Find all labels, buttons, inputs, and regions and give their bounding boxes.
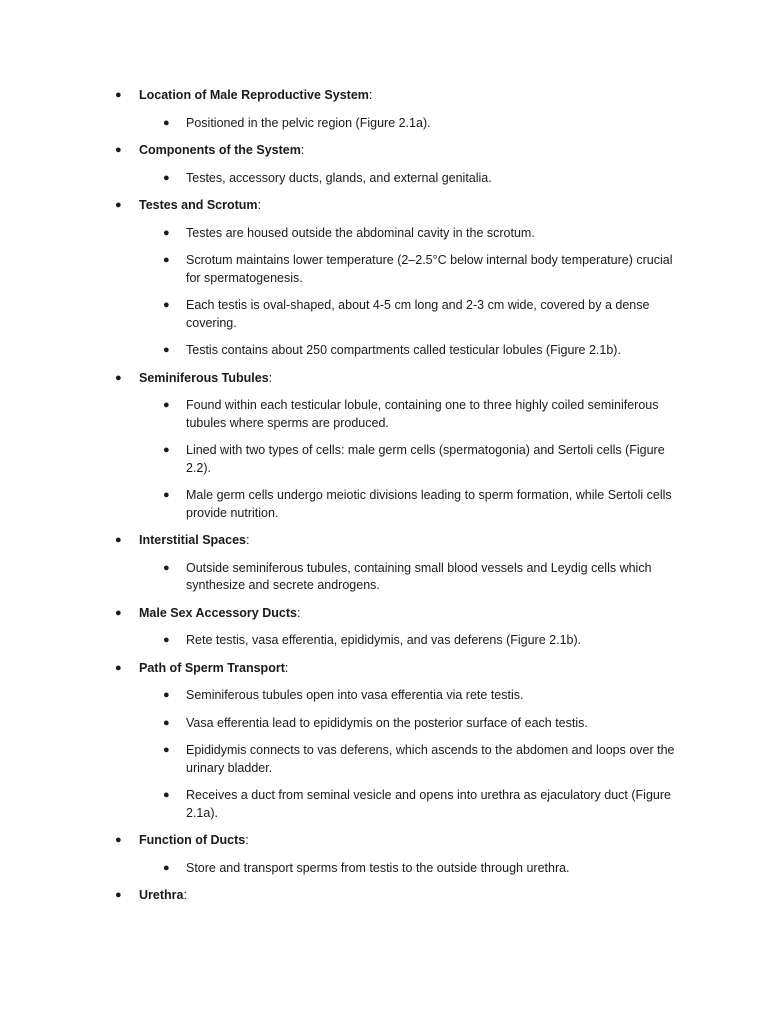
- list-item-text: Male germ cells undergo meiotic divisions leading to sperm formation, while Sertoli cells provide nutrition.: [186, 488, 672, 520]
- sub-list: [139, 397, 768, 522]
- sub-list: [139, 560, 768, 595]
- list-item-text: Found within each testicular lobule, containing one to three highly coiled seminiferous tubules where sperms are produced.: [186, 398, 659, 430]
- section-heading-colon: :: [245, 833, 249, 847]
- bullet-icon: ●: [115, 834, 122, 846]
- list-item-text: Testes are housed outside the abdominal cavity in the scrotum.: [186, 225, 535, 240]
- bullet-icon: ●: [163, 171, 170, 184]
- list-item: [139, 342, 684, 360]
- list-item-text: Vasa efferentia lead to epididymis on the posterior surface of each testis.: [186, 715, 588, 730]
- document-page: [0, 87, 768, 915]
- sub-list: [139, 860, 768, 878]
- list-item: [139, 632, 684, 650]
- bullet-icon: ●: [163, 744, 170, 756]
- section-heading-colon: :: [257, 198, 262, 212]
- bullet-icon: ●: [163, 634, 170, 646]
- bullet-icon: ●: [115, 89, 122, 101]
- list-item: [139, 397, 684, 432]
- bullet-icon: ●: [163, 299, 170, 311]
- section-item: [0, 87, 768, 132]
- list-item-text: Outside seminiferous tubules, containing small blood vessels and Leydig cells which synthesize and secrete androgens.: [186, 560, 652, 592]
- section-heading: Seminiferous Tubules: [139, 370, 269, 385]
- bullet-icon: ●: [163, 716, 170, 729]
- list-item: [139, 715, 684, 733]
- bullet-icon: ●: [115, 199, 122, 211]
- bullet-icon: ●: [163, 689, 170, 701]
- bullet-icon: ●: [115, 534, 122, 546]
- sub-list: [139, 170, 768, 188]
- section-item: [0, 142, 768, 187]
- list-item: [139, 442, 684, 477]
- bullet-icon: ●: [115, 371, 122, 384]
- list-item-text: Testis contains about 250 compartments called testicular lobules (Figure 2.1b).: [186, 343, 621, 357]
- bullet-icon: ●: [163, 226, 170, 239]
- section-list: [0, 87, 768, 905]
- list-item-text: Each testis is oval-shaped, about 4-5 cm long and 2-3 cm wide, covered by a dense covering.: [186, 298, 650, 330]
- bullet-icon: ●: [163, 344, 170, 356]
- list-item-text: Seminiferous tubules open into vasa efferentia via rete testis.: [186, 688, 524, 702]
- list-item-text: Lined with two types of cells: male germ cells (spermatogonia) and Sertoli cells (Figure 2.2).: [186, 443, 665, 475]
- list-item: [139, 225, 684, 243]
- bullet-icon: ●: [163, 399, 170, 411]
- list-item-text: Receives a duct from seminal vesicle and opens into urethra as ejaculatory duct (Figure 2.1a).: [186, 788, 671, 820]
- section-item: [0, 605, 768, 650]
- list-item-text: Rete testis, vasa efferentia, epididymis, and vas deferens (Figure 2.1b).: [186, 633, 582, 647]
- list-item-text: Store and transport sperms from testis to the outside through urethra.: [186, 860, 570, 875]
- bullet-icon: ●: [115, 661, 122, 674]
- list-item: [139, 252, 684, 287]
- section-heading-colon: :: [268, 370, 273, 385]
- section-heading: Male Sex Accessory Ducts: [139, 605, 297, 620]
- list-item: [139, 115, 684, 133]
- section-heading: Interstitial Spaces: [139, 533, 246, 547]
- section-heading: Function of Ducts: [139, 833, 246, 847]
- bullet-icon: ●: [163, 561, 170, 574]
- sub-list: [139, 687, 768, 822]
- section-heading: Path of Sperm Transport: [139, 660, 285, 675]
- list-item-text: Scrotum maintains lower temperature (2–2.5°C below internal body temperature) crucial for spermatogenesis.: [186, 253, 673, 285]
- bullet-icon: ●: [163, 444, 170, 456]
- section-heading-colon: :: [368, 88, 373, 102]
- list-item-text: Epididymis connects to vas deferens, which ascends to the abdomen and loops over the urinary bladder.: [186, 743, 675, 775]
- bullet-icon: ●: [163, 489, 170, 501]
- section-item: [0, 832, 768, 877]
- section-heading-colon: :: [300, 143, 305, 157]
- list-item: [139, 487, 684, 522]
- sub-list: [139, 632, 768, 650]
- list-item: [139, 860, 684, 878]
- list-item: [139, 687, 684, 705]
- bullet-icon: ●: [163, 861, 170, 874]
- section-heading-colon: :: [284, 660, 289, 675]
- sub-list: [139, 225, 768, 360]
- section-heading: Urethra: [139, 888, 184, 902]
- section-heading-colon: :: [246, 533, 250, 547]
- bullet-icon: ●: [115, 144, 122, 156]
- section-heading-colon: :: [296, 605, 301, 620]
- list-item: [139, 787, 684, 822]
- section-item: [0, 532, 768, 595]
- list-item: [139, 170, 684, 188]
- bullet-icon: ●: [163, 116, 170, 129]
- bullet-icon: ●: [163, 254, 170, 266]
- sub-list: [139, 115, 768, 133]
- bullet-icon: ●: [163, 789, 170, 801]
- section-heading-colon: :: [183, 888, 187, 902]
- section-heading: Location of Male Reproductive System: [139, 88, 369, 102]
- section-item: [0, 370, 768, 523]
- list-item: [139, 297, 684, 332]
- section-heading: Testes and Scrotum: [139, 198, 258, 212]
- list-item-text: Positioned in the pelvic region (Figure 2.1a).: [186, 115, 431, 130]
- list-item: [139, 560, 684, 595]
- section-heading: Components of the System: [139, 143, 301, 157]
- list-item: [139, 742, 684, 777]
- section-item: [0, 197, 768, 360]
- section-item: [0, 660, 768, 823]
- bullet-icon: ●: [115, 889, 122, 901]
- section-item: [0, 887, 768, 905]
- bullet-icon: ●: [115, 606, 122, 619]
- list-item-text: Testes, accessory ducts, glands, and external genitalia.: [186, 170, 492, 185]
